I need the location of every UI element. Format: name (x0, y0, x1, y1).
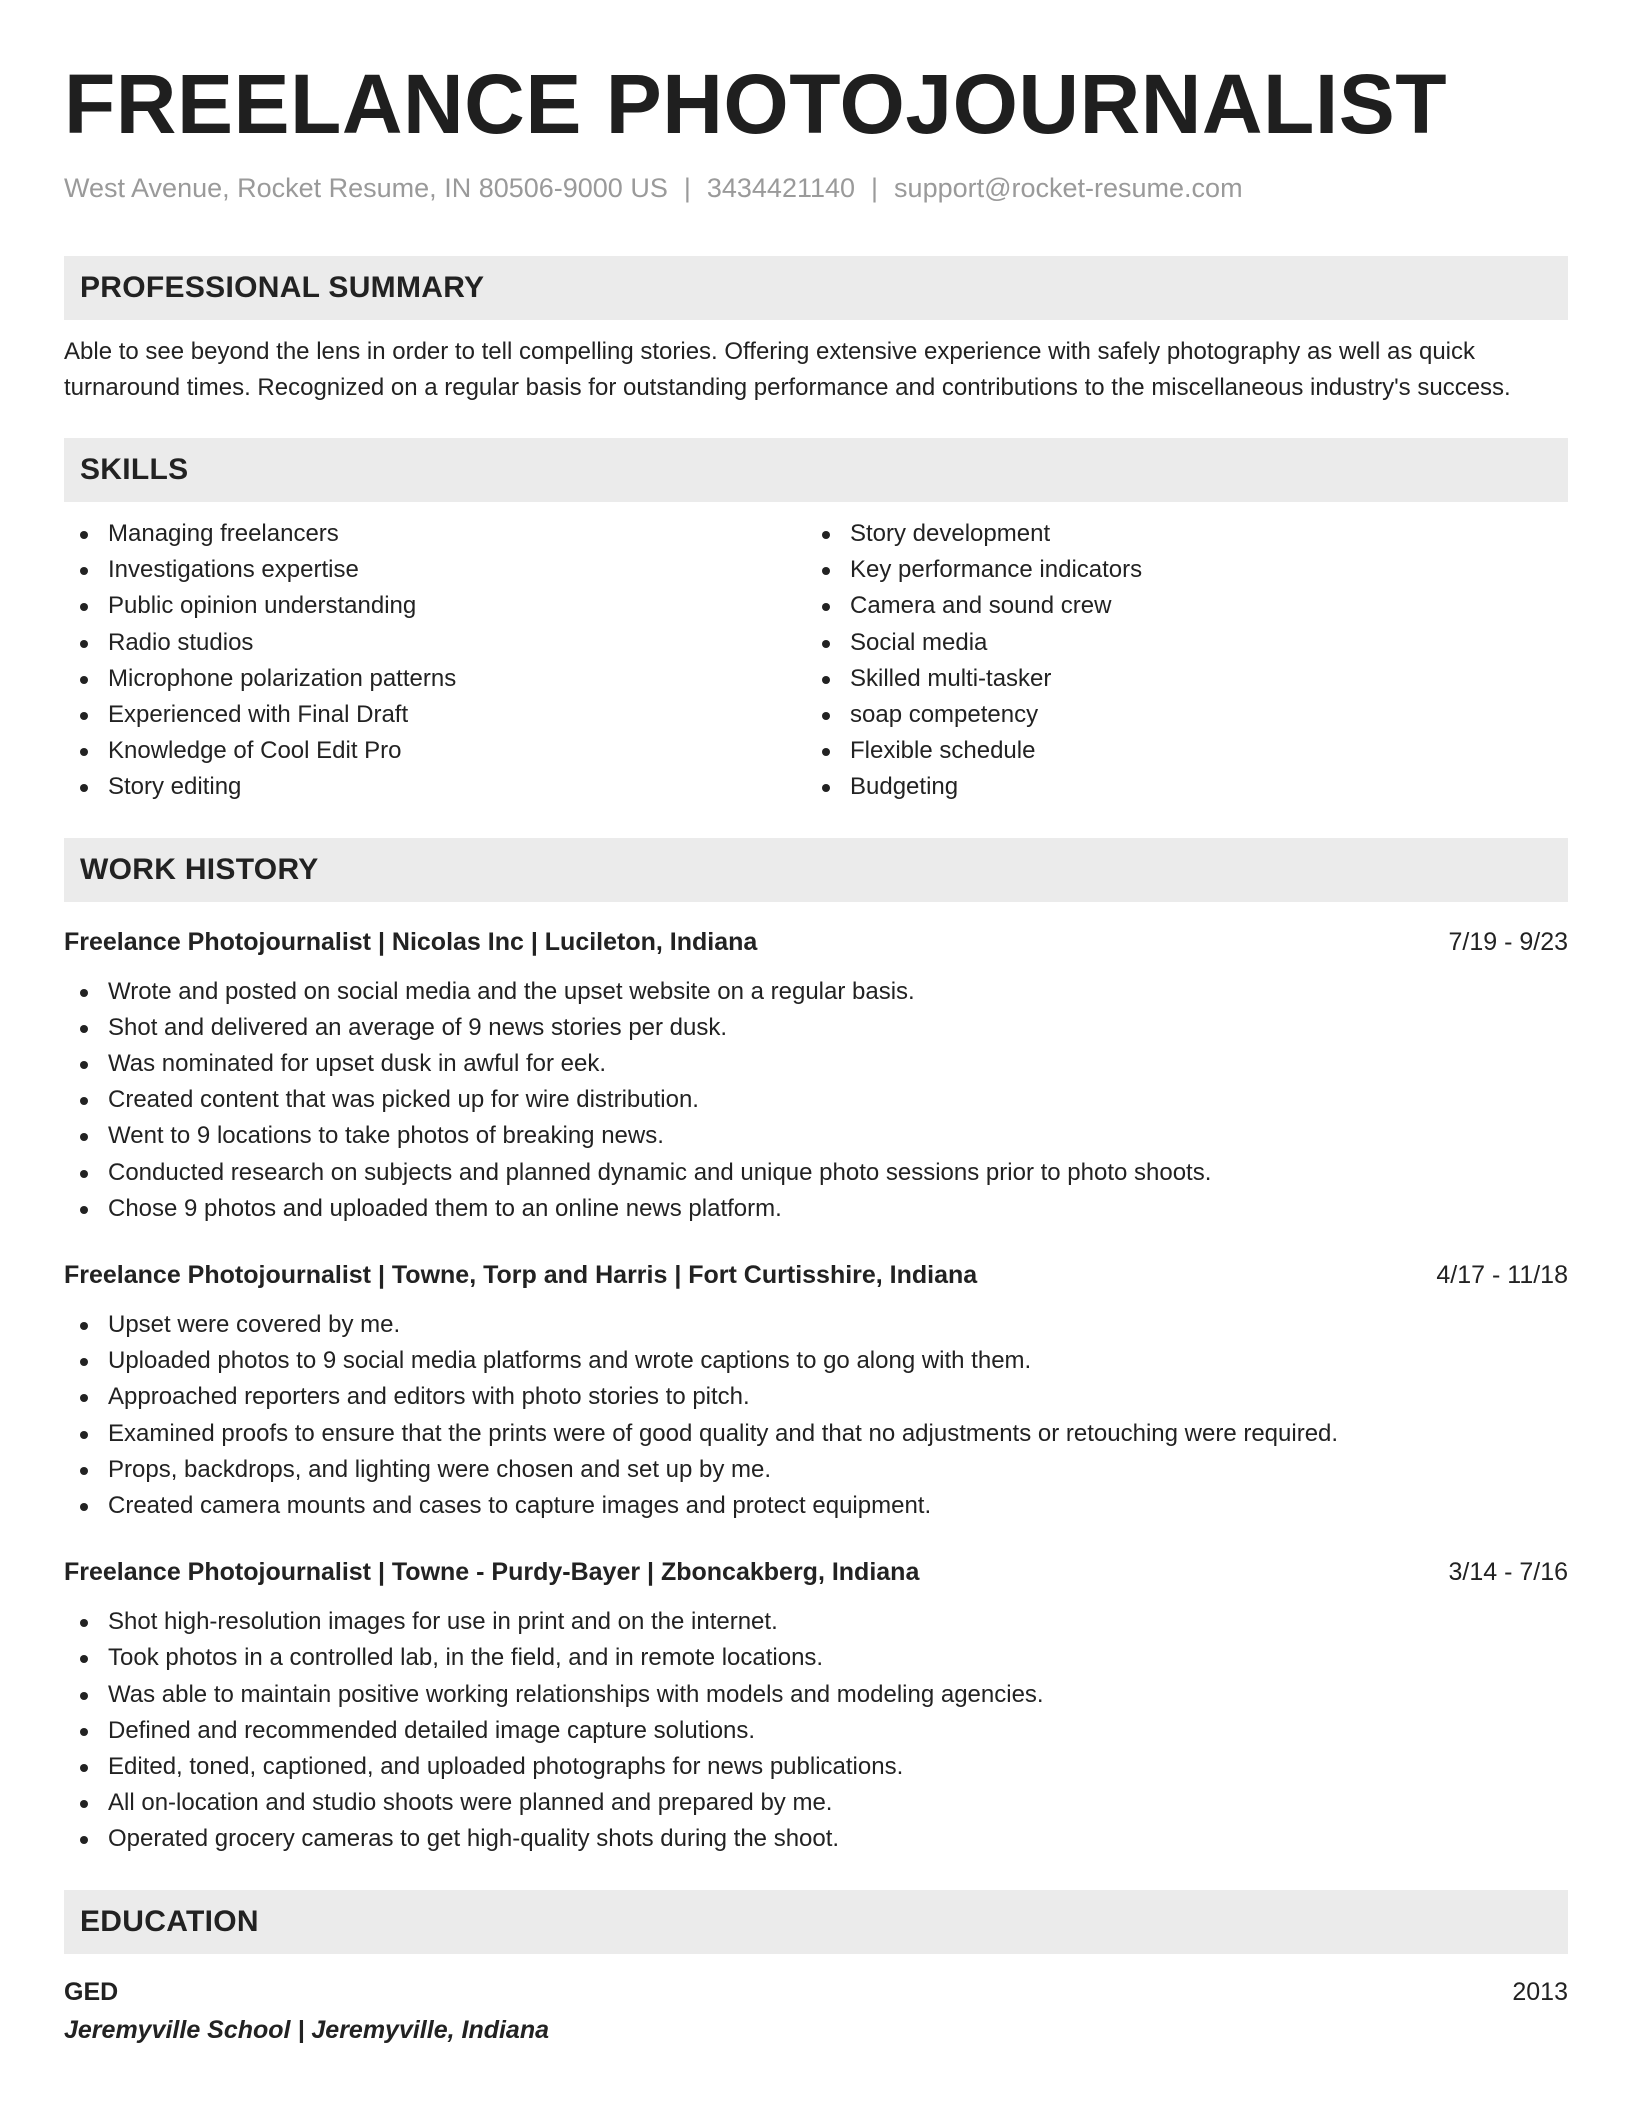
job-bullets (64, 974, 1568, 1227)
job-bullets (64, 1604, 1568, 1857)
skill-item: Social media (806, 625, 1548, 661)
job-bullet: Conducted research on subjects and planned dynamic and unique photo sessions prior to photo shoots. (64, 1155, 1568, 1191)
contact-email: support@rocket-resume.com (894, 173, 1243, 203)
job-bullet: Edited, toned, captioned, and uploaded photographs for news publications. (64, 1749, 1568, 1785)
job-bullet: Took photos in a controlled lab, in the field, and in remote locations. (64, 1640, 1568, 1676)
summary-heading: PROFESSIONAL SUMMARY (64, 256, 1568, 320)
skill-item: Story editing (64, 769, 806, 805)
skill-item: Experienced with Final Draft (64, 697, 806, 733)
skill-item: Key performance indicators (806, 552, 1548, 588)
skill-item: Investigations expertise (64, 552, 806, 588)
job-title: Freelance Photojournalist | Towne - Purdy-Bayer | Zboncakberg, Indiana (64, 1558, 920, 1587)
skill-item: Budgeting (806, 769, 1548, 805)
skill-item: Radio studios (64, 625, 806, 661)
job-dates: 3/14 - 7/16 (1448, 1558, 1568, 1587)
job-bullets (64, 1307, 1568, 1524)
job-bullet: Went to 9 locations to take photos of breaking news. (64, 1118, 1568, 1154)
job-bullet: Uploaded photos to 9 social media platforms and wrote captions to go along with them. (64, 1343, 1568, 1379)
skill-item: Skilled multi-tasker (806, 661, 1548, 697)
job-bullet: Shot and delivered an average of 9 news stories per dusk. (64, 1010, 1568, 1046)
skill-item: Flexible schedule (806, 733, 1548, 769)
education-heading: EDUCATION (64, 1890, 1568, 1954)
job-header (64, 1257, 1568, 1293)
skill-item: Story development (806, 516, 1548, 552)
job-bullet: Upset were covered by me. (64, 1307, 1568, 1343)
skills-heading: SKILLS (64, 438, 1568, 502)
job-title: Freelance Photojournalist | Towne, Torp and Harris | Fort Curtisshire, Indiana (64, 1261, 978, 1290)
job-entry (64, 1554, 1568, 1857)
work-history-heading: WORK HISTORY (64, 838, 1568, 902)
job-entry (64, 1257, 1568, 1524)
job-dates: 4/17 - 11/18 (1436, 1261, 1568, 1290)
skill-item: Knowledge of Cool Edit Pro (64, 733, 806, 769)
job-bullet: Created content that was picked up for wire distribution. (64, 1082, 1568, 1118)
contact-separator: | (871, 173, 879, 203)
skills-column-left (64, 516, 806, 806)
skills-list (64, 516, 1568, 806)
job-bullet: Props, backdrops, and lighting were chosen and set up by me. (64, 1452, 1568, 1488)
job-dates: 7/19 - 9/23 (1448, 927, 1568, 956)
skill-item: Public opinion understanding (64, 588, 806, 624)
education-degree: GED (64, 1977, 119, 2006)
job-bullet: Shot high-resolution images for use in print and on the internet. (64, 1604, 1568, 1640)
job-bullet: Examined proofs to ensure that the prints were of good quality and that no adjustments or retouching were required. (64, 1416, 1568, 1452)
job-bullet: Defined and recommended detailed image capture solutions. (64, 1713, 1568, 1749)
education-entry (64, 1974, 1568, 2010)
job-header (64, 924, 1568, 960)
job-header (64, 1554, 1568, 1590)
job-bullet: All on-location and studio shoots were planned and prepared by me. (64, 1785, 1568, 1821)
contact-separator: | (683, 173, 691, 203)
job-entry (64, 924, 1568, 1227)
resume-name: FREELANCE PHOTOJOURNALIST (64, 57, 1448, 151)
job-bullet: Created camera mounts and cases to capture images and protect equipment. (64, 1488, 1568, 1524)
skill-item: soap competency (806, 697, 1548, 733)
job-bullet: Wrote and posted on social media and the upset website on a regular basis. (64, 974, 1568, 1010)
job-bullet: Chose 9 photos and uploaded them to an online news platform. (64, 1191, 1568, 1227)
contact-address: West Avenue, Rocket Resume, IN 80506-9000 US (64, 173, 668, 203)
job-title: Freelance Photojournalist | Nicolas Inc | Lucileton, Indiana (64, 927, 758, 956)
job-bullet: Operated grocery cameras to get high-quality shots during the shoot. (64, 1821, 1568, 1857)
job-bullet: Was nominated for upset dusk in awful for eek. (64, 1046, 1568, 1082)
contact-phone: 3434421140 (706, 173, 856, 203)
skills-column-right (806, 516, 1548, 806)
skill-item: Microphone polarization patterns (64, 661, 806, 697)
skill-item: Camera and sound crew (806, 588, 1548, 624)
job-bullet: Was able to maintain positive working relationships with models and modeling agencies. (64, 1677, 1568, 1713)
summary-text: Able to see beyond the lens in order to tell compelling stories. Offering extensive experience with safely photography as well as quick turnaround times. Recognized on a regular basis for outstanding performance and contributions to the miscellaneous industry's success. (64, 338, 1511, 401)
contact-line (64, 170, 1568, 206)
skill-item: Managing freelancers (64, 516, 806, 552)
job-bullet: Approached reporters and editors with photo stories to pitch. (64, 1379, 1568, 1415)
education-school: Jeremyville School | Jeremyville, Indiana (64, 2015, 550, 2044)
education-year: 2013 (1512, 1977, 1568, 2006)
